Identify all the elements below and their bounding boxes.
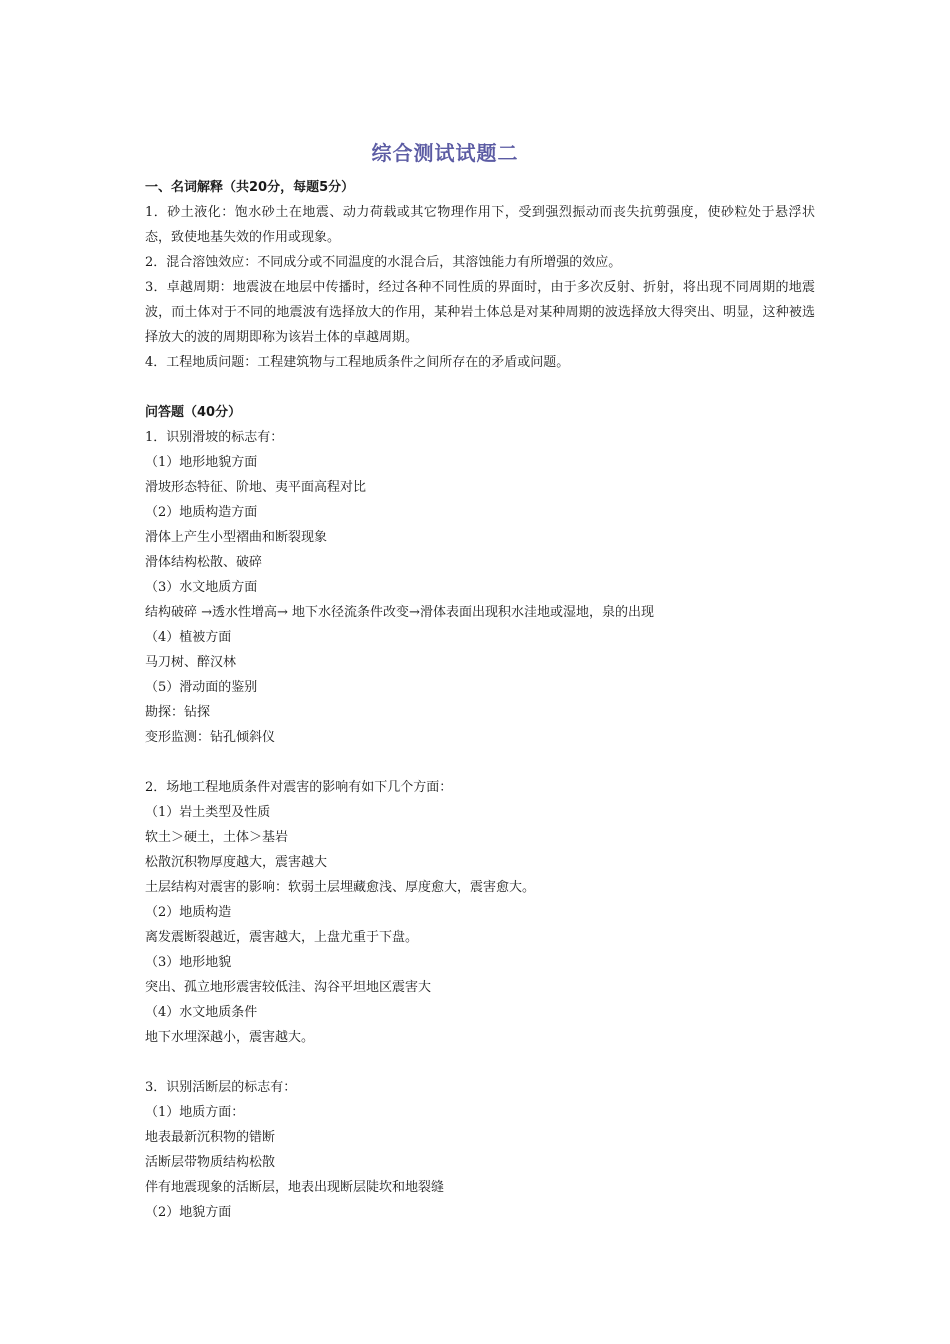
question-line: 松散沉积物厚度越大，震害越大 xyxy=(145,855,328,870)
question-line: 突出、孤立地形震害较低洼、沟谷平坦地区震害大 xyxy=(145,980,432,995)
question-line: 3．识别活断层的标志有： xyxy=(145,1080,297,1095)
definition-item: 2．混合溶蚀效应：不同成分或不同温度的水混合后，其溶蚀能力有所增强的效应。 xyxy=(145,255,622,270)
question-line: 2．场地工程地质条件对震害的影响有如下几个方面： xyxy=(145,780,453,795)
document-title: 综合测试试题二 xyxy=(371,141,519,165)
spacer xyxy=(145,1050,815,1075)
question-line: 1．识别滑坡的标志有： xyxy=(145,430,284,445)
spacer xyxy=(145,750,815,775)
question-line: （5）滑动面的鉴别 xyxy=(145,680,258,695)
question-line: 勘探：钻探 xyxy=(145,705,211,720)
document-body xyxy=(145,175,815,1225)
definition-item: 4．工程地质问题：工程建筑物与工程地质条件之间所存在的矛盾或问题。 xyxy=(145,355,570,370)
question-line: 马刀树、醉汉林 xyxy=(145,655,237,670)
question-line: 伴有地震现象的活断层，地表出现断层陡坎和地裂缝 xyxy=(145,1180,445,1195)
question-line: （2）地质构造 xyxy=(145,905,232,920)
question-line: 地表最新沉积物的错断 xyxy=(145,1130,276,1145)
section-heading-questions: 问答题（40分） xyxy=(145,405,242,420)
question-line: 变形监测：钻孔倾斜仪 xyxy=(145,730,276,745)
question-line: （1）地质方面： xyxy=(145,1105,245,1120)
question-line: （2）地貌方面 xyxy=(145,1205,232,1220)
question-line: （1）地形地貌方面 xyxy=(145,455,258,470)
question-line: （4）植被方面 xyxy=(145,630,232,645)
question-line: 土层结构对震害的影响：软弱土层埋藏愈浅、厚度愈大，震害愈大。 xyxy=(145,880,536,895)
question-line: 地下水埋深越小，震害越大。 xyxy=(145,1030,315,1045)
definition-item: 1．砂土液化：饱水砂土在地震、动力荷载或其它物理作用下，受到强烈振动而丧失抗剪强度，使砂粒处于悬浮状态，致使地基失效的作用或现象。 xyxy=(145,205,815,245)
question-line: 滑体上产生小型褶曲和断裂现象 xyxy=(145,530,328,545)
question-line: 软土＞硬土，土体＞基岩 xyxy=(145,830,289,845)
question-line: （2）地质构造方面 xyxy=(145,505,258,520)
section-heading-definitions: 一、名词解释（共20分，每题5分） xyxy=(145,180,355,195)
spacer xyxy=(145,375,815,400)
question-line: 滑体结构松散、破碎 xyxy=(145,555,263,570)
question-line: 结构破碎 →透水性增高→ 地下水径流条件改变→滑体表面出现积水洼地或湿地，泉的出现 xyxy=(145,605,654,620)
question-line: （1）岩土类型及性质 xyxy=(145,805,271,820)
question-line: 滑坡形态特征、阶地、夷平面高程对比 xyxy=(145,480,367,495)
question-line: （3）地形地貌 xyxy=(145,955,232,970)
definition-item: 3．卓越周期：地震波在地层中传播时，经过各种不同性质的界面时，由于多次反射、折射，将出现不同周期的地震波，而土体对于不同的地震波有选择放大的作用，某种岩土体总是对某种周期的波选择放大得突出、明显，这种被选择放大的波的周期即称为该岩土体的卓越周期。 xyxy=(145,280,815,345)
question-line: 活断层带物质结构松散 xyxy=(145,1155,276,1170)
question-line: （3）水文地质方面 xyxy=(145,580,258,595)
question-line: （4）水文地质条件 xyxy=(145,1005,258,1020)
question-line: 离发震断裂越近，震害越大，上盘尤重于下盘。 xyxy=(145,930,419,945)
